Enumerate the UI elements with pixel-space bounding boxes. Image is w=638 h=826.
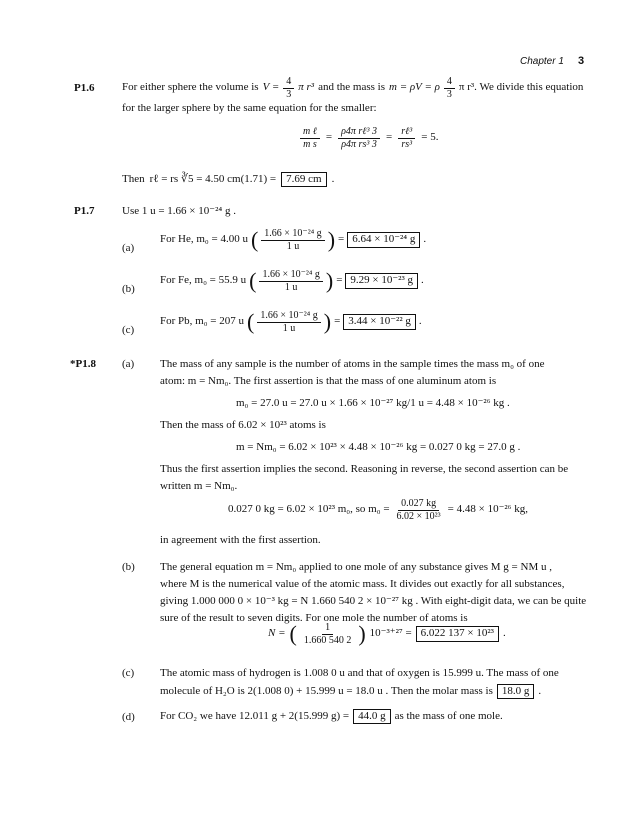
p1-7-b-text: For Fe, m₀ = 55.9 u <box>160 274 247 287</box>
then-equation: rℓ = rs ∛5 = 4.50 cm(1.71) = <box>149 173 277 185</box>
p1-7-a-tag: (a) <box>122 242 135 254</box>
ratio-fraction-3-den: rs³ <box>401 138 413 150</box>
problem-label-p1-7: P1.7 <box>74 205 95 217</box>
p1-8-d-line1: For CO₂ we have 12.011 g + 2(15.999 g) = <box>160 710 350 722</box>
p1-8-b-line4: sure of the result to seven digits. For one mole the number of atoms is <box>160 612 468 624</box>
p1-7-a-den: 1 u <box>286 240 300 252</box>
ratio-fraction-2-den: ρ4π rs³ 3 <box>341 138 377 150</box>
p1-8-a-eq3-fraction <box>394 498 444 522</box>
p1-8-d-row <box>160 709 503 724</box>
ratio-fraction-1-num: m ℓ <box>300 126 320 139</box>
volume-fraction-num: 4 <box>283 76 294 89</box>
p1-8-b-eq-lhs: N = <box>268 627 286 640</box>
ratio-fraction-2-num: ρ4π rℓ³ 3 <box>338 126 380 139</box>
p1-7-a-answer: 6.64 × 10⁻²⁴ g <box>347 232 420 247</box>
ratio-fraction-1 <box>300 126 320 150</box>
p1-8-a-line3: Then the mass of 6.02 × 10²³ atoms is <box>160 419 326 431</box>
p1-8-a-eq3 <box>228 498 528 522</box>
p1-8-b-equation: N = ( $\frac{1}{1.660 540 2}$ ) 10⁻³⁺²⁷ = 6.022 137 × 10²³ . <box>268 621 506 646</box>
ratio-result: = 5. <box>421 131 439 144</box>
p1-6-line2: for the larger sphere by the same equation for the smaller: <box>122 102 377 114</box>
p1-8-c-line2-row <box>160 684 541 699</box>
mass-fraction <box>444 76 455 100</box>
p1-8-c-line2: molecule of H₂O is 2(1.008 0) + 15.999 u = 18.0 u . Then the molar mass is <box>160 685 493 697</box>
p1-8-a-eq3-den: 6.02 × 10²³ <box>396 510 441 522</box>
p1-8-b-line2: where M is the numerical value of the atomic mass. It divides out exactly for all substances, <box>160 578 565 590</box>
p1-6-answer: 7.69 cm <box>281 172 326 187</box>
p1-8-b-tag: (b) <box>122 561 135 573</box>
p1-8-a-line2: atom: m = Nm₀. The first assertion is that the mass of one aluminum atom is <box>160 375 497 387</box>
p1-8-a-line4: Thus the first assertion implies the second. Reasoning in reverse, the second assertion can be <box>160 463 569 475</box>
p1-8-a-line1: The mass of any sample is the number of atoms in the sample times the mass m₀ of one <box>160 358 545 370</box>
mass-rest: π r³. We divide this equation <box>458 81 584 94</box>
ratio-fraction-3 <box>398 126 415 150</box>
p1-8-c-end: . <box>538 685 542 697</box>
page-number: 3 <box>578 55 585 67</box>
p1-6-ratio-equation: $\frac{\text{m ℓ}}{\text{m s}}$ = $\frac{\text{ρ4π rℓ³ 3}}{\text{ρ4π rs³ 3}}$ = $\frac{\text{rℓ³}}{\text{rs³}}$ = 5. <box>300 126 438 150</box>
then-period: . <box>331 173 335 185</box>
p1-7-c-den: 1 u <box>282 322 296 334</box>
p1-8-a-eq2: m = Nm₀ = 6.02 × 10²³ × 4.48 × 10⁻²⁶ kg = 0.027 0 kg = 27.0 g . <box>236 441 521 453</box>
p1-7-c-num: 1.66 × 10⁻²⁴ g <box>257 310 320 323</box>
p1-7-b-equation: For Fe, m₀ = 55.9 u ( $\frac{\text{1.66 × 10⁻²⁴ g}}{1 u}$ ) = 9.29 × 10⁻²³ g . <box>160 268 424 293</box>
ratio-fraction-1-den: m s <box>303 138 317 150</box>
p1-7-a-equation: For He, m₀ = 4.00 u ( $\frac{\text{1.66 × 10⁻²⁴ g}}{1 u}$ ) = 6.64 × 10⁻²⁴ g . <box>160 227 427 252</box>
volume-fraction <box>283 76 294 100</box>
p1-8-c-answer: 18.0 g <box>497 684 535 699</box>
p1-7-a-text: For He, m₀ = 4.00 u <box>160 233 248 246</box>
p1-8-a-tag: (a) <box>122 358 135 370</box>
p1-8-a-line5: written m = Nm₀. <box>160 480 238 492</box>
problem-label-p1-6: P1.6 <box>74 82 95 94</box>
p1-8-a-eq3-left: 0.027 0 kg = 6.02 × 10²³ m₀, so m₀ = <box>228 503 390 516</box>
p1-8-b-line1: The general equation m = Nm₀ applied to one mole of any substance gives M g = NM u , <box>160 561 552 573</box>
volume-rest: π r³ <box>298 81 315 94</box>
p1-8-b-eq-mid: 10⁻³⁺²⁷ = <box>369 627 412 640</box>
p1-8-b-den: 1.660 540 2 <box>303 634 352 646</box>
volume-lhs: V = <box>262 81 280 94</box>
p1-8-a-eq1: m₀ = 27.0 u = 27.0 u × 1.66 × 10⁻²⁷ kg/1 u = 4.48 × 10⁻²⁶ kg . <box>236 397 510 409</box>
p1-8-b-fraction <box>301 622 355 646</box>
p1-7-b-fraction <box>259 269 322 293</box>
p1-8-b-num: 1 <box>322 622 333 635</box>
problem-label-p1-8: *P1.8 <box>70 358 96 370</box>
p1-8-d-tag: (d) <box>122 711 135 723</box>
p1-8-d-answer: 44.0 g <box>353 709 391 724</box>
mass-fraction-den: 3 <box>446 88 452 100</box>
p1-8-d-line2: as the mass of one mole. <box>394 710 503 722</box>
p1-8-a-eq3-num: 0.027 kg <box>398 498 439 511</box>
p1-8-b-answer: 6.022 137 × 10²³ <box>416 626 499 641</box>
ratio-fraction-3-num: rℓ³ <box>398 126 415 139</box>
p1-7-b-answer: 9.29 × 10⁻²³ g <box>345 273 418 288</box>
p1-7-c-answer: 3.44 × 10⁻²² g <box>343 314 416 329</box>
mass-fraction-num: 4 <box>444 76 455 89</box>
p1-8-c-tag: (c) <box>122 667 135 679</box>
p1-7-c-fraction <box>257 310 320 334</box>
p1-6-line1 <box>122 76 583 100</box>
mass-lhs: m = ρV = ρ <box>389 81 440 94</box>
ratio-fraction-2 <box>338 126 380 150</box>
p1-7-b-num: 1.66 × 10⁻²⁴ g <box>259 269 322 282</box>
p1-7-c-text: For Pb, m₀ = 207 u <box>160 315 244 328</box>
p1-8-b-line3: giving 1.000 000 0 × 10⁻³ kg = N 1.660 540 2 × 10⁻²⁷ kg . With eight-digit data, we can be quite <box>160 595 587 607</box>
p1-6-text-b: and the mass is <box>318 81 386 94</box>
p1-7-b-den: 1 u <box>284 281 298 293</box>
p1-7-b-tag: (b) <box>122 283 135 295</box>
p1-8-a-eq3-right: = 4.48 × 10⁻²⁶ kg, <box>447 503 529 516</box>
p1-6-then-line <box>122 172 334 187</box>
p1-7-a-fraction <box>261 228 324 252</box>
p1-7-use-line: Use 1 u = 1.66 × 10⁻²⁴ g . <box>122 205 236 217</box>
then-word: Then <box>122 173 145 185</box>
p1-7-c-equation: For Pb, m₀ = 207 u ( $\frac{\text{1.66 × 10⁻²⁴ g}}{1 u}$ ) = 3.44 × 10⁻²² g . <box>160 309 422 334</box>
p1-8-c-line1: The atomic mass of hydrogen is 1.008 0 u and that of oxygen is 15.999 u. The mass of one <box>160 667 559 679</box>
p1-8-a-line6: in agreement with the first assertion. <box>160 534 321 546</box>
p1-7-c-tag: (c) <box>122 324 135 336</box>
p1-8-b-eq-end: . <box>502 627 506 640</box>
p1-6-text-a: For either sphere the volume is <box>122 81 259 94</box>
p1-7-a-num: 1.66 × 10⁻²⁴ g <box>261 228 324 241</box>
chapter-label: Chapter 1 <box>520 56 564 67</box>
volume-fraction-den: 3 <box>286 88 292 100</box>
